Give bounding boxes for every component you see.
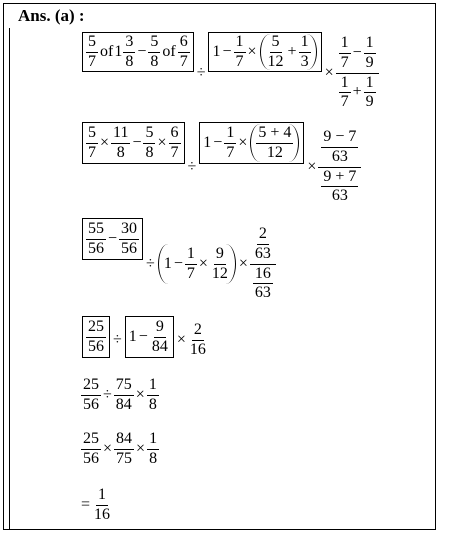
divide-sign: ÷ <box>196 64 206 81</box>
compound-fraction <box>250 226 276 302</box>
fraction: $\frac{55}{56}$ <box>88 219 104 257</box>
fraction: $\frac{6}{7}$ <box>170 123 179 161</box>
compound-numerator: $\frac{2}{63}$ <box>250 226 276 265</box>
fraction: $\frac{5}{8}$ <box>150 32 159 70</box>
fraction: $\frac{1}{7}$ <box>226 123 235 161</box>
paren-group <box>158 244 236 284</box>
square-bracket-group-2 <box>125 316 174 358</box>
times-sign: × <box>176 331 186 348</box>
minus-sign: − <box>222 43 232 60</box>
equals-sign: = <box>81 496 91 513</box>
compound-denominator: $\frac{9 + 7}{63}$ <box>323 167 357 205</box>
step-3-expression <box>80 218 277 310</box>
minus-sign: − <box>137 43 147 60</box>
of-word: of <box>162 43 176 60</box>
compound-fraction <box>336 35 379 111</box>
fraction: $\frac{75}{84}$ <box>115 375 132 413</box>
fraction: $\frac{1}{7}$ <box>186 244 195 282</box>
number-one: 1 <box>163 255 172 272</box>
step-4-expression <box>80 316 209 364</box>
square-bracket-group-1 <box>82 122 185 164</box>
compound-fraction <box>318 129 361 205</box>
answer-heading: Ans. (a) : <box>18 6 85 25</box>
fraction: $\frac{5 + 4}{12}$ <box>258 123 292 161</box>
times-sign: × <box>135 386 145 403</box>
divide-sign: ÷ <box>113 331 122 348</box>
compound-denominator: $\frac{1}{7}$ + $\frac{1}{9}$ <box>340 73 374 111</box>
fraction: $\frac{1}{16}$ <box>94 485 111 523</box>
times-sign: × <box>247 43 257 60</box>
minus-sign: − <box>138 328 148 345</box>
divide-sign: ÷ <box>187 158 197 175</box>
number-one: 1 <box>128 328 137 345</box>
times-sign: × <box>238 255 248 272</box>
minus-sign: − <box>213 134 223 151</box>
square-bracket-group-1 <box>82 218 143 260</box>
step-5-expression <box>80 372 160 418</box>
times-sign: × <box>198 255 208 272</box>
fraction: $\frac{5}{8}$ <box>145 123 154 161</box>
fraction: $\frac{9}{12}$ <box>211 244 228 282</box>
mixed-number: 1 $\frac{3}{8}$ <box>114 32 134 70</box>
times-sign: × <box>136 440 146 457</box>
compound-numerator: $\frac{1}{7}$ − $\frac{1}{9}$ <box>336 35 379 74</box>
times-sign: × <box>100 134 110 151</box>
fraction: $\frac{5}{12}$ <box>267 32 284 70</box>
fraction: $\frac{25}{56}$ <box>83 375 99 413</box>
fraction: $\frac{1}{3}$ <box>300 32 309 70</box>
divide-sign: ÷ <box>103 386 112 403</box>
minus-sign: − <box>173 255 183 272</box>
fraction: $\frac{11}{8}$ <box>113 123 129 161</box>
fraction: $\frac{9}{84}$ <box>151 317 168 355</box>
final-answer <box>80 482 113 528</box>
times-sign: × <box>103 440 113 457</box>
step-1-expression <box>80 32 380 114</box>
fraction: $\frac{1}{8}$ <box>148 375 157 413</box>
paren-group <box>250 124 299 162</box>
paren-group <box>260 34 317 70</box>
divide-sign: ÷ <box>146 255 155 272</box>
times-sign: × <box>157 134 167 151</box>
left-margin-rule <box>9 28 10 530</box>
fraction: $\frac{2}{16}$ <box>189 320 206 358</box>
times-sign: × <box>307 158 317 175</box>
of-word: of <box>100 43 114 60</box>
fraction: $\frac{1}{7}$ <box>235 32 244 70</box>
square-bracket-group-2 <box>199 122 304 164</box>
square-bracket-group-1 <box>82 32 194 72</box>
fraction: $\frac{5}{7}$ <box>88 32 96 70</box>
number-one: 1 <box>203 134 212 151</box>
times-sign: × <box>238 134 248 151</box>
fraction: $\frac{6}{7}$ <box>179 32 188 70</box>
square-bracket-group-2 <box>208 32 321 72</box>
fraction: $\frac{84}{75}$ <box>116 429 133 467</box>
minus-sign: − <box>108 230 118 247</box>
fraction: $\frac{25}{56}$ <box>88 317 104 355</box>
times-sign: × <box>324 64 334 81</box>
fraction: $\frac{5}{7}$ <box>88 123 96 161</box>
plus-sign: + <box>287 43 297 60</box>
number-one: 1 <box>212 43 221 60</box>
step-2-expression <box>80 122 362 212</box>
step-6-expression <box>80 426 160 472</box>
square-bracket-group-1 <box>82 316 110 358</box>
compound-numerator: $\frac{9 - 7}{63}$ <box>318 129 361 168</box>
fraction: $\frac{30}{56}$ <box>121 219 138 257</box>
fraction: $\frac{1}{8}$ <box>149 429 158 467</box>
compound-denominator: $\frac{16}{63}$ <box>254 264 271 302</box>
minus-sign: − <box>132 134 142 151</box>
fraction: $\frac{25}{56}$ <box>83 429 99 467</box>
